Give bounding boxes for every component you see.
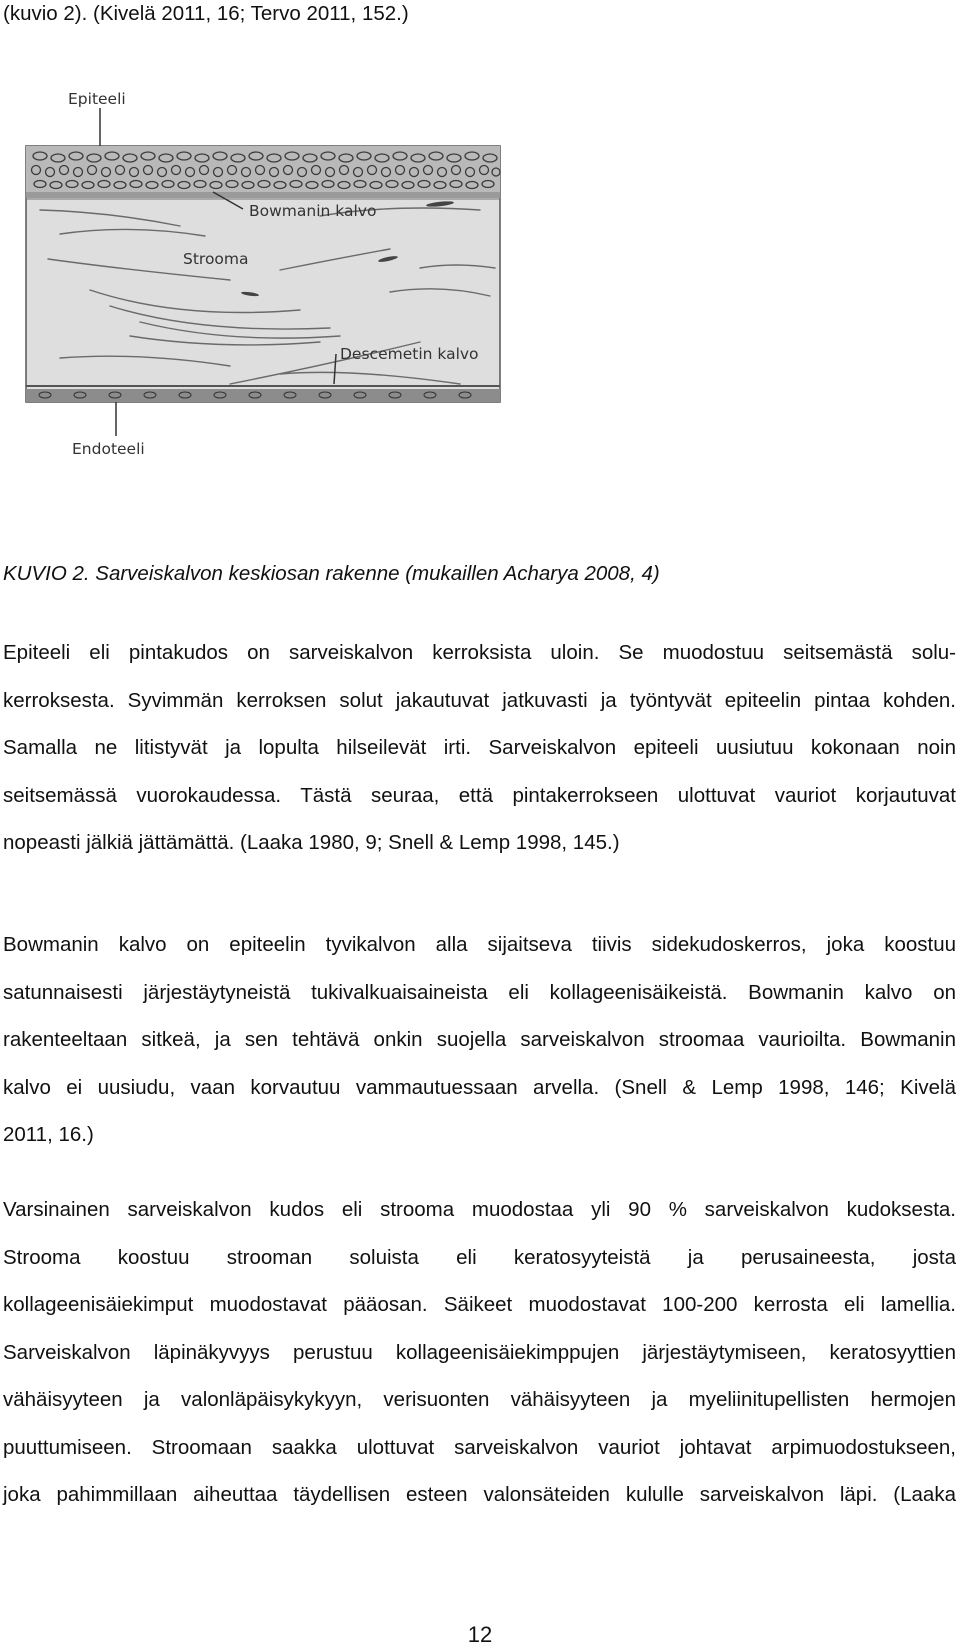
- text-line: kollageenisäiekimput muodostavat pääosan. Säikeet muodostavat 100-200 kerrosta eli lamellia.: [3, 1293, 956, 1316]
- text-line: joka pahimmillaan aiheuttaa täydellisen esteen valonsäteiden kululle sarveiskalvon läpi. (Laaka: [3, 1483, 956, 1506]
- text-line: Sarveiskalvon läpinäkyvyys perustuu kollageenisäiekimppujen järjestäytymiseen, keratosyyttien: [3, 1340, 956, 1364]
- cornea-figure: [0, 84, 560, 484]
- endothelium-layer: [26, 389, 500, 402]
- text-line: kerroksesta. Syvimmän kerroksen solut jakautuvat jatkuvasti ja työntyvät epiteelin pintaa kohden.: [3, 688, 956, 712]
- epithelium-layer: [26, 146, 500, 196]
- text-line: kalvo ei uusiudu, vaan korvautuu vammautuessaan arvella. (Snell & Lemp 1998, 146; Kivelä: [3, 1075, 956, 1099]
- label-epiteeli: Epiteeli: [68, 90, 126, 108]
- text-line: vähäisyyteen ja valonläpäisykykyyn, verisuonten vähäisyyteen ja myeliinitupellisten hermojen: [3, 1388, 956, 1411]
- paragraph-strooma: [3, 1197, 956, 1530]
- text-line: puuttumiseen. Stroomaan saakka ulottuvat sarveiskalvon vauriot johtavat arpimuodostukseen,: [3, 1435, 956, 1459]
- paragraph-epiteeli: [3, 640, 956, 878]
- text-line: Epiteeli eli pintakudos on sarveiskalvon kerroksista uloin. Se muodostuu seitsemästä solu-: [3, 641, 956, 664]
- label-bowman: Bowmanin kalvo: [249, 202, 377, 220]
- label-endoteeli: Endoteeli: [72, 440, 145, 458]
- bowman-layer: [26, 192, 500, 198]
- label-descemet: Descemetin kalvo: [340, 345, 479, 363]
- text-line: Bowmanin kalvo on epiteelin tyvikalvon alla sijaitseva tiivis sidekudoskerros, joka koostuu: [3, 933, 956, 956]
- text-line: Varsinainen sarveiskalvon kudos eli strooma muodostaa yli 90 % sarveiskalvon kudoksesta.: [3, 1198, 956, 1221]
- page-number: 12: [467, 1622, 493, 1647]
- text-line: seitsemässä vuorokaudessa. Tästä seuraa, että pintakerrokseen ulottuvat vauriot korjautuvat: [3, 783, 956, 807]
- paragraph-bowman: [3, 932, 956, 1170]
- text-line: satunnaisesti järjestäytyneistä tukivalkuaisaineista eli kollageenisäikeistä. Bowmanin kalvo on: [3, 980, 956, 1004]
- text-line: Strooma koostuu strooman soluista eli keratosyyteistä ja perusaineesta, josta: [3, 1245, 956, 1269]
- label-strooma: Strooma: [183, 250, 249, 268]
- top-reference: (kuvio 2). (Kivelä 2011, 16; Tervo 2011, 152.): [3, 2, 409, 25]
- figure-caption: KUVIO 2. Sarveiskalvon keskiosan rakenne (mukaillen Acharya 2008, 4): [3, 562, 660, 585]
- text-line: nopeasti jälkiä jättämättä. (Laaka 1980, 9; Snell & Lemp 1998, 145.): [3, 831, 620, 854]
- text-line: Samalla ne litistyvät ja lopulta hilseilevät irti. Sarveiskalvon epiteeli uusiutuu kokonaan noin: [3, 736, 956, 759]
- text-line: 2011, 16.): [3, 1123, 94, 1146]
- text-line: rakenteeltaan sitkeä, ja sen tehtävä onkin suojella sarveiskalvon stroomaa vaurioilta. Bowmanin: [3, 1028, 956, 1051]
